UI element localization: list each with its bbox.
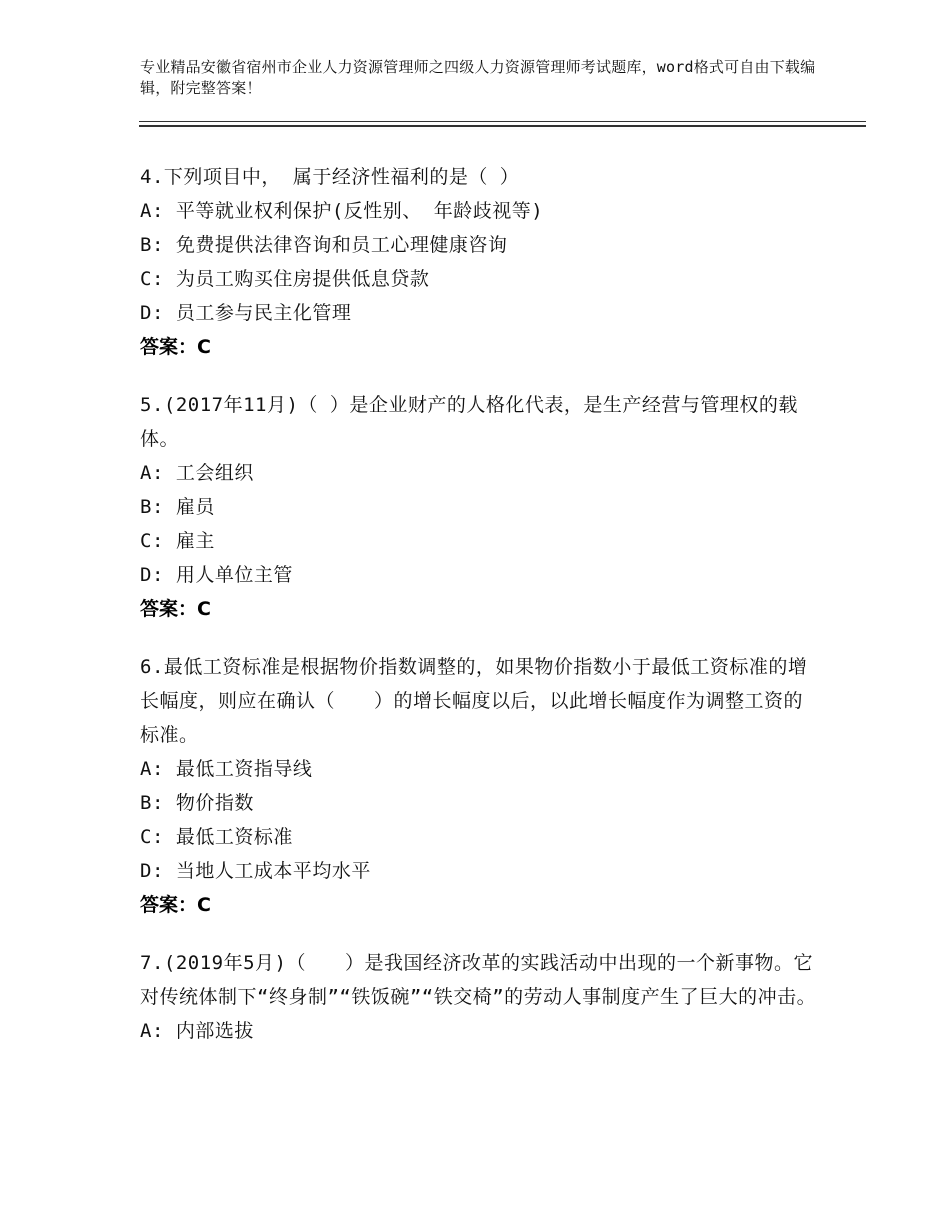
option-d: D: 当地人工成本平均水平 (140, 860, 371, 882)
option-c: C: 为员工购买住房提供低息贷款 (140, 268, 430, 290)
answer-line: 答案：C (140, 336, 211, 358)
question-text: 5.(2017年11月)（ ）是企业财产的人格化代表，是生产经营与管理权的载体。 (140, 394, 798, 450)
option-b: B: 免费提供法律咨询和员工心理健康咨询 (140, 234, 508, 256)
document-header: 专业精品安徽省宿州市企业人力资源管理师之四级人力资源管理师考试题库，word格式可自由下载编辑，附完整答案！ (140, 58, 816, 97)
answer-line: 答案：C (140, 894, 211, 916)
question-4 (140, 160, 820, 364)
option-b: B: 物价指数 (140, 792, 254, 814)
option-c: C: 最低工资标准 (140, 826, 293, 848)
question-7 (140, 946, 820, 1048)
header-divider-bottom (139, 125, 866, 127)
question-text: 4.下列项目中， 属于经济性福利的是（ ） (140, 166, 520, 188)
option-a: A: 平等就业权利保护(反性别、 年龄歧视等) (140, 200, 544, 222)
question-list (140, 160, 820, 1072)
option-b: B: 雇员 (140, 496, 215, 518)
question-6 (140, 650, 820, 922)
answer-line: 答案：C (140, 598, 211, 620)
option-a: A: 工会组织 (140, 462, 254, 484)
option-d: D: 用人单位主管 (140, 564, 293, 586)
question-5 (140, 388, 820, 626)
option-d: D: 员工参与民主化管理 (140, 302, 352, 324)
question-text: 6.最低工资标准是根据物价指数调整的，如果物价指数小于最低工资标准的增长幅度，则应在确认（ ）的增长幅度以后，以此增长幅度作为调整工资的标准。 (140, 656, 808, 746)
header-divider-top (139, 121, 866, 122)
option-a: A: 内部选拔 (140, 1020, 254, 1042)
question-text: 7.(2019年5月)（ ）是我国经济改革的实践活动中出现的一个新事物。它对传统体制下“终身制”“铁饭碗”“铁交椅”的劳动人事制度产生了巨大的冲击。 (140, 952, 817, 1008)
option-c: C: 雇主 (140, 530, 215, 552)
option-a: A: 最低工资指导线 (140, 758, 313, 780)
